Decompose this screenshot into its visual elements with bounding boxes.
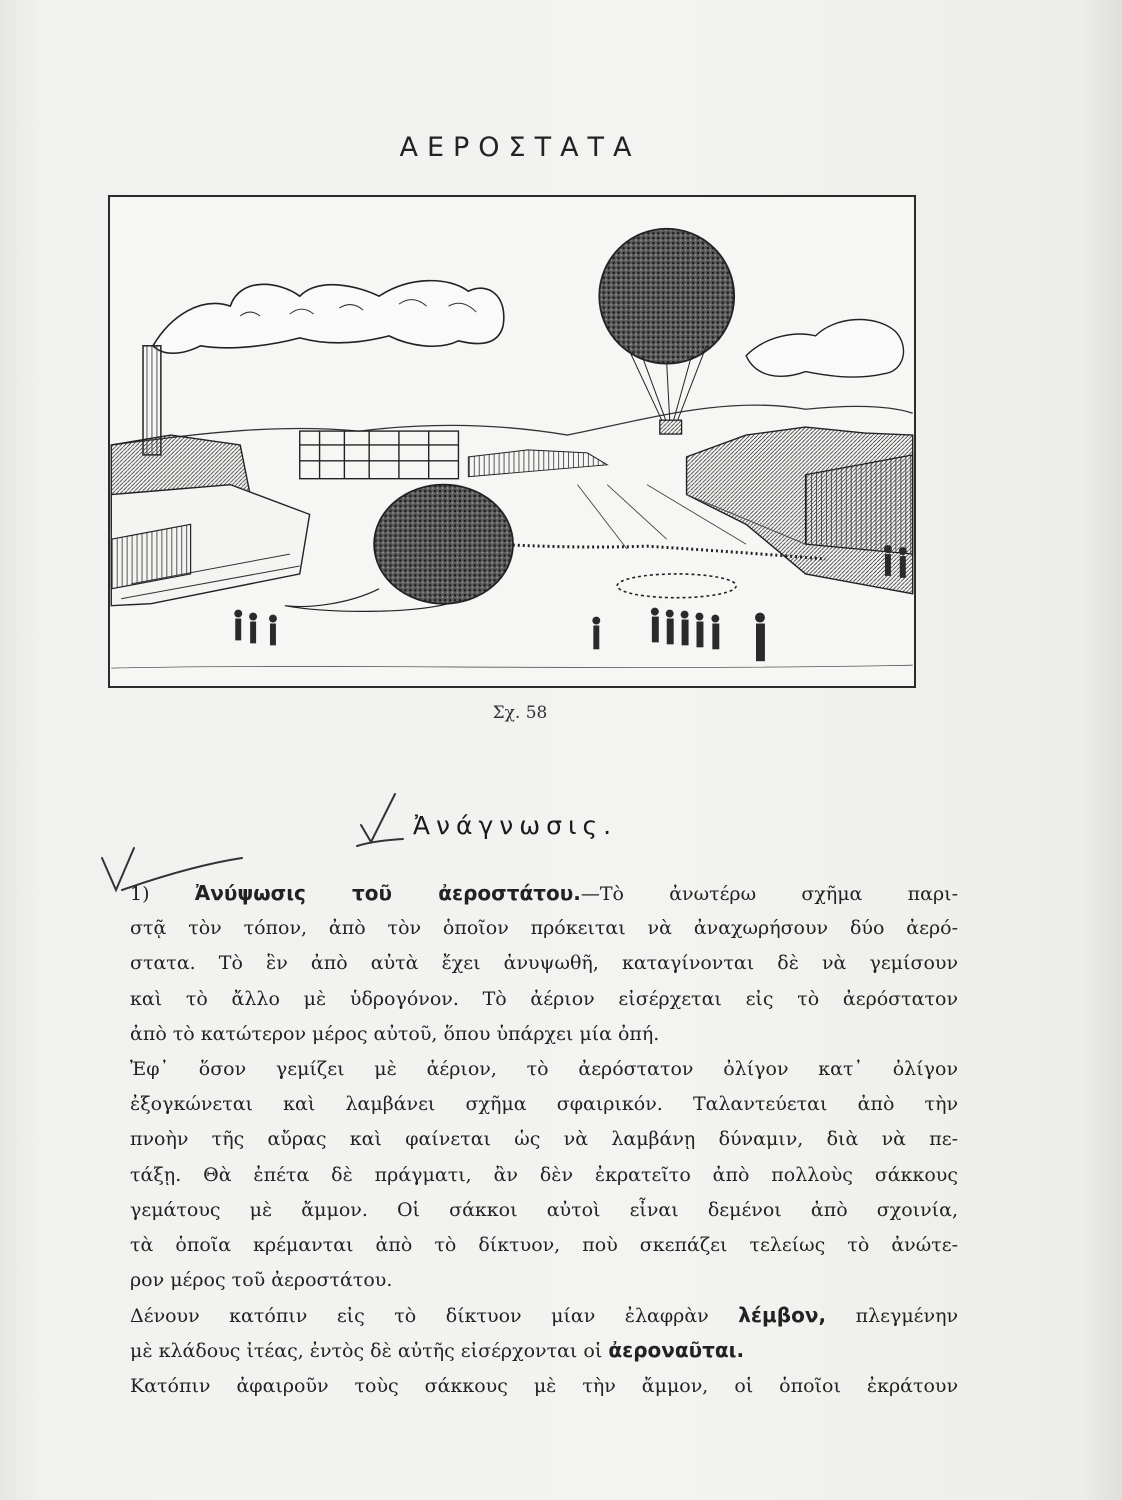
smoke-cloud bbox=[153, 281, 504, 354]
paragraph1-line1 bbox=[130, 876, 958, 911]
paragraph-heading: Ἀνύψωσις τοῦ ἀεροστάτου. bbox=[194, 881, 581, 905]
term-lemvon: λέμβον, bbox=[738, 1303, 827, 1328]
paragraph3-line2-start: μὲ κλάδους ἰτέας, ἐντὸς δὲ αὐτῆς εἰσέρχονται οἱ bbox=[130, 1340, 603, 1363]
launch-ring bbox=[617, 574, 736, 598]
balloon-basket bbox=[660, 420, 682, 434]
paragraph3-line1-start: Δένουν κατόπιν εἰς τὸ δίκτυον μίαν ἐλαφρὰν bbox=[130, 1305, 709, 1328]
paragraph1-line5: ἀπὸ τὸ κατώτερον μέρος αὐτοῦ, ὅπου ὑπάρχει μία ὀπή. bbox=[130, 1022, 660, 1045]
ground-line bbox=[111, 665, 912, 668]
sky-cloud bbox=[746, 319, 903, 377]
term-aeronautai: ἀεροναῦται. bbox=[608, 1338, 745, 1363]
paragraph4-line1: Κατόπιν ἀφαιροῦν τοὺς σάκκους μὲ τὴν ἄμμον, οἱ ὁποῖοι ἐκράτουν bbox=[130, 1374, 958, 1397]
paragraph1-line4: καὶ τὸ ἄλλο μὲ ὑδρογόνον. Τὸ ἀέριον εἰσέρχεται εἰς τὸ ἀερόστατον bbox=[130, 987, 958, 1010]
paragraph-number: 1) bbox=[130, 883, 150, 905]
paragraph2-line3: πνοὴν τῆς αὔρας καὶ φαίνεται ὡς νὰ λαμβάνῃ δύναμιν, διὰ νὰ πε- bbox=[130, 1128, 958, 1151]
page-gutter-shadow bbox=[1082, 0, 1122, 1500]
paragraph2-line4: τάξῃ. Θὰ ἐπέτα δὲ πράγματι, ἂν δὲν ἐκρατεῖτο ἀπὸ πολλοὺς σάκκους bbox=[130, 1163, 958, 1186]
engraving-drawing bbox=[110, 197, 914, 686]
paragraph2-line6: τὰ ὁποῖα κρέμανται ἀπὸ τὸ δίκτυον, ποὺ σκεπάζει τελείως τὸ ἀνώτε- bbox=[130, 1233, 958, 1256]
paragraph3-line2 bbox=[130, 1333, 958, 1368]
section-heading: Ἀνάγνωσις. bbox=[412, 811, 618, 840]
paragraph1-line3: στατα. Τὸ ἓν ἀπὸ αὐτὰ ἔχει ἀνυψωθῆ, καταγίνονται δὲ νὰ γεμίσουν bbox=[130, 952, 958, 975]
paragraph2-line7: ρον μέρος τοῦ ἀεροστάτου. bbox=[130, 1269, 393, 1292]
balloon-illustration bbox=[108, 195, 916, 688]
inflating-balloon bbox=[374, 485, 513, 604]
gas-scaffolding bbox=[300, 431, 459, 479]
paragraph1-line2: στᾷ τὸν τόπον, ἀπὸ τὸν ὁποῖον πρόκειται νὰ ἀναχωρήσουν δύο ἀερό- bbox=[130, 917, 958, 940]
paragraph3-line1-end: πλεγμένην bbox=[855, 1305, 958, 1328]
paragraph3-line1 bbox=[130, 1298, 958, 1333]
figure-caption: Σχ. 58 bbox=[492, 703, 548, 723]
running-title: ΑΕΡΟΣΤΑΤΑ bbox=[399, 132, 641, 163]
paragraph2-line1: Ἐφ᾽ ὅσον γεμίζει μὲ ἀέριον, τὸ ἀερόστατον ὀλίγον κατ᾽ ὀλίγον bbox=[130, 1057, 958, 1080]
body-text bbox=[130, 876, 958, 1404]
paragraph2-line5: γεμάτους μὲ ἄμμον. Οἱ σάκκοι αὐτοὶ εἶναι δεμένοι ἀπὸ σχοινία, bbox=[130, 1198, 958, 1221]
flying-balloon bbox=[599, 229, 734, 364]
paragraph1-line1-rest: —Τὸ ἀνωτέρω σχῆμα παρι- bbox=[580, 883, 958, 905]
paragraph2-line2: ἐξογκώνεται καὶ λαμβάνει σχῆμα σφαιρικόν. Ταλαντεύεται ἀπὸ τὴν bbox=[130, 1093, 958, 1116]
distant-town bbox=[468, 450, 607, 477]
